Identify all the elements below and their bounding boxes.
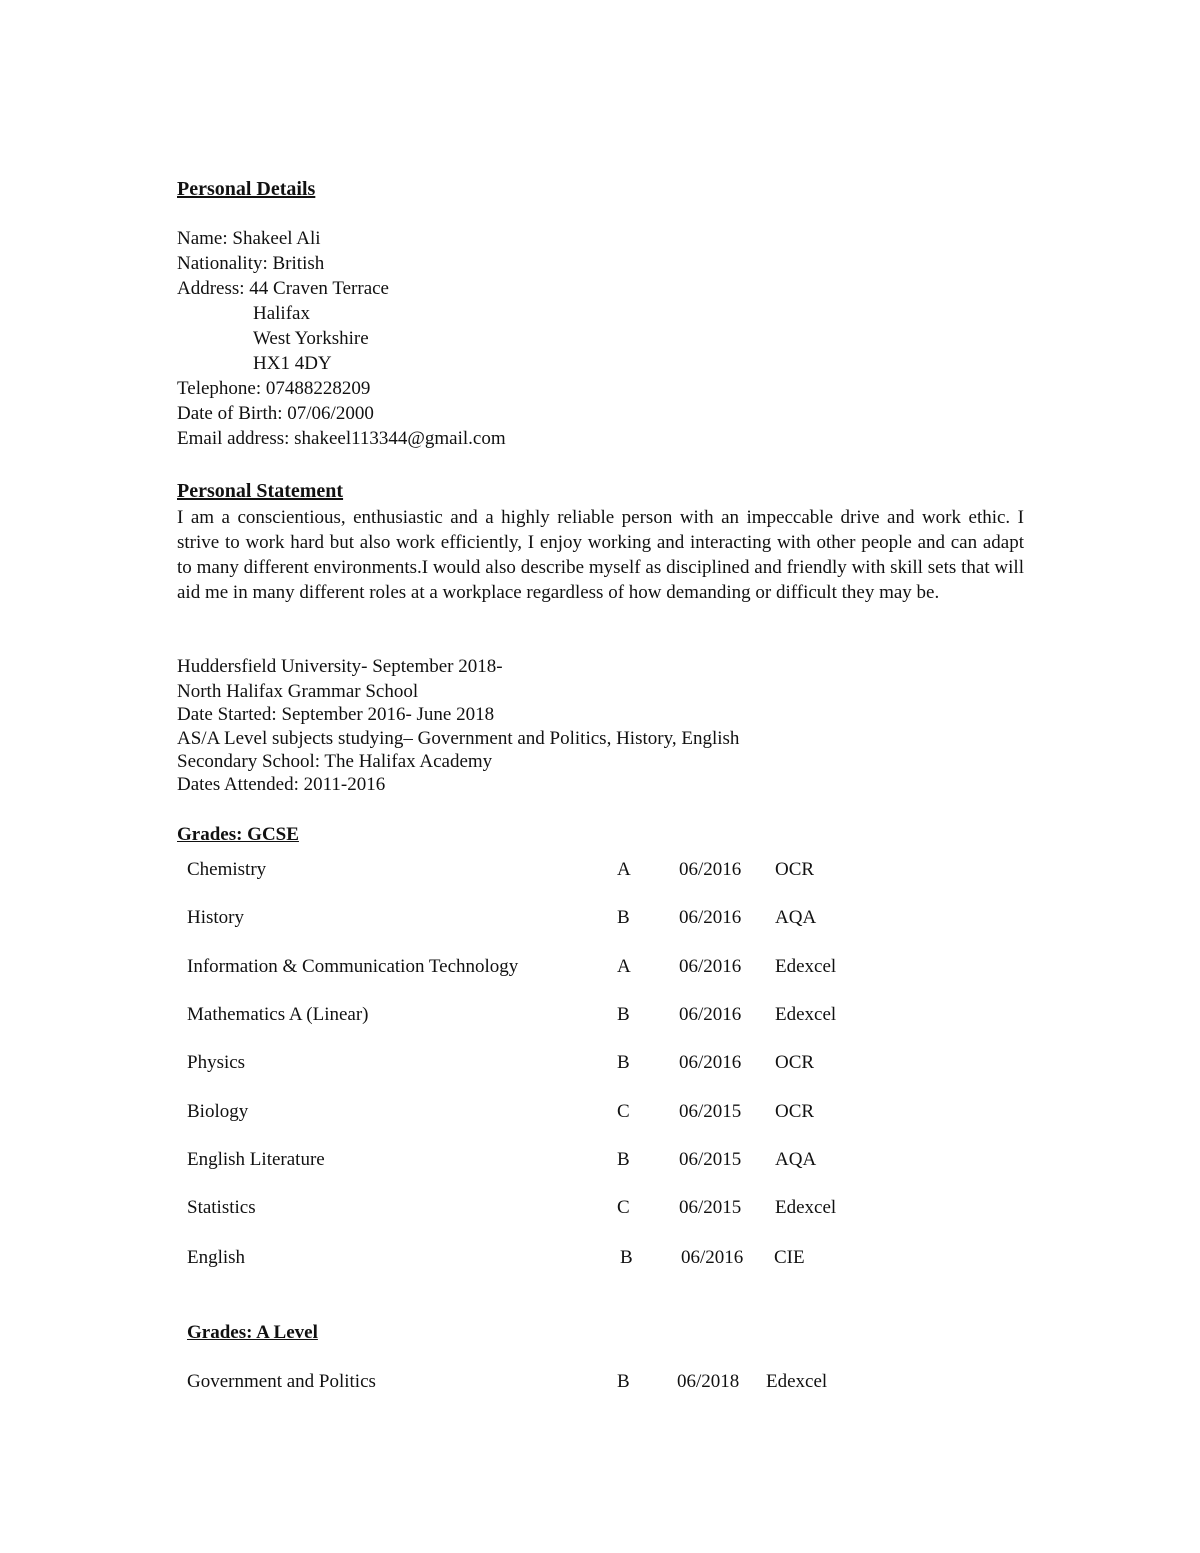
grade-board: Edexcel bbox=[775, 956, 837, 977]
grade-subject: Information & Communication Technology bbox=[187, 956, 519, 977]
grade-subject: English Literature bbox=[187, 1149, 325, 1170]
grade-date: 06/2016 bbox=[679, 907, 742, 928]
grade-letter: C bbox=[617, 1101, 630, 1122]
grade-date: 06/2016 bbox=[679, 1052, 742, 1073]
personal-details-heading: Personal Details bbox=[177, 178, 316, 200]
grade-subject: Biology bbox=[187, 1101, 249, 1122]
name-line: Name: Shakeel Ali bbox=[177, 228, 321, 249]
university-line: Huddersfield University- September 2018- bbox=[177, 656, 503, 677]
grade-subject: History bbox=[187, 907, 244, 928]
personal-statement-text: I am a conscientious, enthusiastic and a highly reliable person with an impeccable drive and work ethic. I strive to work hard but also work efficiently, I enjoy working and interacting with other people and can adapt to many different environments.I would also describe myself as disciplined and friendly with skill sets that will aid me in many different roles at a workplace regardless of how demanding or difficult they may be. bbox=[177, 507, 1024, 603]
address-line-1: Address: 44 Craven Terrace bbox=[177, 278, 389, 299]
grade-board: Edexcel bbox=[766, 1371, 828, 1392]
address-line-4: HX1 4DY bbox=[253, 353, 332, 374]
grade-board: CIE bbox=[774, 1247, 805, 1268]
college-dates-line: Date Started: September 2016- June 2018 bbox=[177, 704, 495, 725]
personal-statement-heading: Personal Statement bbox=[177, 480, 344, 502]
grade-subject: English bbox=[187, 1247, 246, 1268]
gcse-heading: Grades: GCSE bbox=[177, 824, 299, 845]
grade-board: OCR bbox=[775, 1101, 815, 1122]
grade-date: 06/2015 bbox=[679, 1197, 742, 1218]
grade-letter: B bbox=[620, 1247, 633, 1268]
address-line-2: Halifax bbox=[253, 303, 310, 324]
table-row bbox=[0, 1370, 1200, 1394]
secondary-dates-line: Dates Attended: 2011-2016 bbox=[177, 774, 386, 795]
grade-letter: B bbox=[617, 1371, 630, 1392]
table-row bbox=[0, 1196, 1200, 1220]
grade-subject: Mathematics A (Linear) bbox=[187, 1004, 369, 1025]
nationality-line: Nationality: British bbox=[177, 253, 325, 274]
grade-board: OCR bbox=[775, 859, 815, 880]
grade-date: 06/2016 bbox=[679, 956, 742, 977]
table-row bbox=[0, 1003, 1200, 1027]
grade-date: 06/2016 bbox=[679, 859, 742, 880]
alevel-heading: Grades: A Level bbox=[187, 1322, 318, 1343]
grade-letter: C bbox=[617, 1197, 630, 1218]
grade-letter: B bbox=[617, 907, 630, 928]
grade-letter: B bbox=[617, 1004, 630, 1025]
email-line: Email address: shakeel113344@gmail.com bbox=[177, 428, 506, 449]
grade-board: Edexcel bbox=[775, 1004, 837, 1025]
telephone-line: Telephone: 07488228209 bbox=[177, 378, 371, 399]
college-line: North Halifax Grammar School bbox=[177, 681, 419, 702]
grade-subject: Government and Politics bbox=[187, 1371, 376, 1392]
grade-subject: Statistics bbox=[187, 1197, 256, 1218]
grade-board: AQA bbox=[775, 1149, 817, 1170]
table-row bbox=[0, 1051, 1200, 1075]
table-row bbox=[0, 1148, 1200, 1172]
address-line-3: West Yorkshire bbox=[253, 328, 369, 349]
grade-date: 06/2018 bbox=[677, 1371, 740, 1392]
grade-letter: A bbox=[617, 859, 631, 880]
grade-subject: Physics bbox=[187, 1052, 246, 1073]
grade-date: 06/2015 bbox=[679, 1101, 742, 1122]
table-row bbox=[0, 955, 1200, 979]
grade-date: 06/2016 bbox=[679, 1004, 742, 1025]
grade-date: 06/2015 bbox=[679, 1149, 742, 1170]
table-row bbox=[0, 858, 1200, 882]
subjects-line: AS/A Level subjects studying– Government and Politics, History, English bbox=[177, 728, 740, 749]
grade-letter: A bbox=[617, 956, 631, 977]
table-row bbox=[0, 906, 1200, 930]
grade-subject: Chemistry bbox=[187, 859, 267, 880]
table-row bbox=[0, 1246, 1200, 1270]
dob-line: Date of Birth: 07/06/2000 bbox=[177, 403, 374, 424]
table-row bbox=[0, 1100, 1200, 1124]
grade-letter: B bbox=[617, 1149, 630, 1170]
grade-board: OCR bbox=[775, 1052, 815, 1073]
grade-board: Edexcel bbox=[775, 1197, 837, 1218]
secondary-school-line: Secondary School: The Halifax Academy bbox=[177, 751, 493, 772]
grade-date: 06/2016 bbox=[681, 1247, 744, 1268]
grade-board: AQA bbox=[775, 907, 817, 928]
grade-letter: B bbox=[617, 1052, 630, 1073]
